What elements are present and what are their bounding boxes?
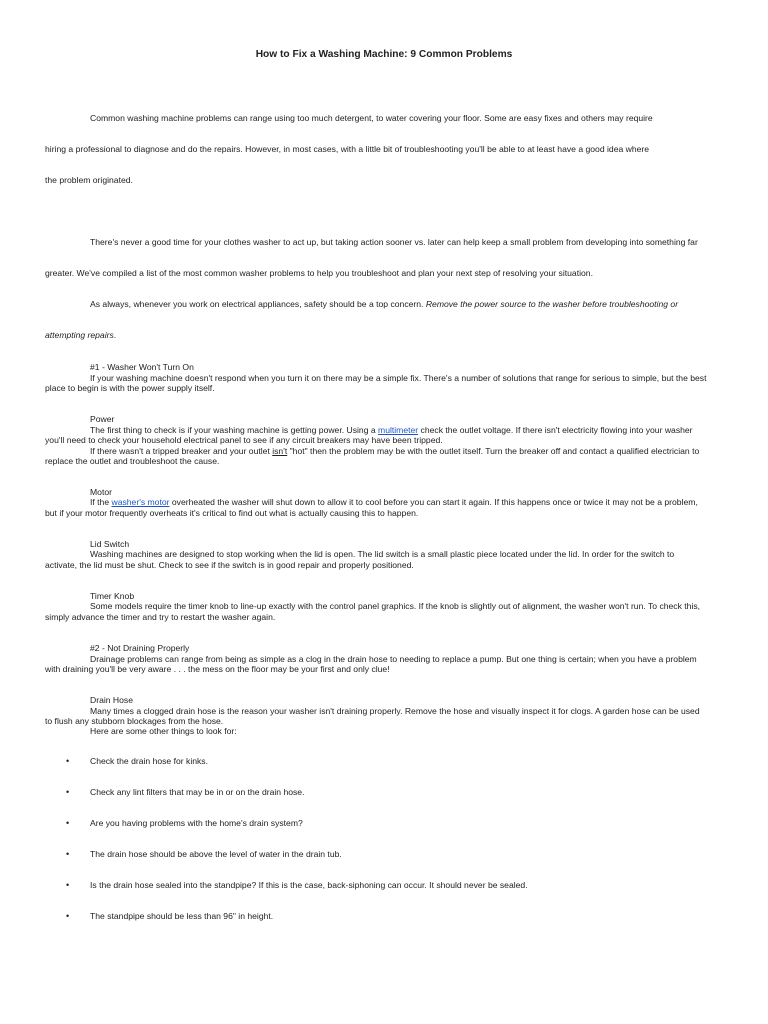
para3-italic-end: attempting repairs xyxy=(45,330,114,340)
section-1-heading: #1 - Washer Won't Turn On xyxy=(90,362,194,372)
bullet-glyph: • xyxy=(66,880,70,890)
list-item: Are you having problems with the home's drain system? xyxy=(90,818,303,828)
list-item: The standpipe should be less than 96" in height. xyxy=(90,911,274,921)
list-item: Check any lint filters that may be in or on the drain hose. xyxy=(90,787,305,797)
power-line-1: The first thing to check is if your washing machine is getting power. Using a multimeter check the outlet voltage. If there isn't electricity flowing into your washer xyxy=(90,425,693,435)
bullet-glyph: • xyxy=(66,756,70,766)
intro-line-1: Common washing machine problems can range using too much detergent, to water covering your floor. Some are easy fixes and others may require xyxy=(90,113,653,123)
para3-line-2: attempting repairs. xyxy=(45,330,117,340)
intro-line-3: the problem originated. xyxy=(45,175,133,185)
section-2-heading: #2 - Not Draining Properly xyxy=(90,643,190,653)
power-line-4: replace the outlet and troubleshoot the cause. xyxy=(45,456,220,466)
drain-hose-heading: Drain Hose xyxy=(90,695,133,705)
bullet-glyph: • xyxy=(66,818,70,828)
drain-hose-line-3: Here are some other things to look for: xyxy=(90,726,237,736)
motor-line-1: If the washer's motor overheated the washer will shut down to allow it to cool before you can start it again. If this happens once or twice it may not be a problem, xyxy=(90,497,698,507)
section-2-line-1: Drainage problems can range from being as simple as a clog in the drain hose to needing to replace a pump. But one thing is certain; when you have a problem xyxy=(90,654,697,664)
para3-line-1 xyxy=(90,299,678,310)
power-heading: Power xyxy=(90,414,115,424)
lid-switch-line-1: Washing machines are designed to stop working when the lid is open. The lid switch is a small plastic piece located under the lid. In order for the switch to xyxy=(90,549,675,559)
para3-plain: As always, whenever you work on electrical appliances, safety should be a top concern. xyxy=(90,299,426,309)
motor-line-2: but if your motor frequently overheats it's critical to find out what is actually causing this to happen. xyxy=(45,508,419,518)
power-line-2: you'll need to check your household electrical panel to see if any circuit breakers may have been tripped. xyxy=(45,435,443,445)
washers-motor-link[interactable]: washer's motor xyxy=(111,497,170,507)
bullet-glyph: • xyxy=(66,787,70,797)
para2-line-1: There's never a good time for your clothes washer to act up, but taking action sooner vs. later can help keep a small problem from developing into something far xyxy=(90,237,698,247)
lid-switch-heading: Lid Switch xyxy=(90,539,130,549)
list-item: The drain hose should be above the level of water in the drain tub. xyxy=(90,849,342,859)
para2-line-2: greater. We've compiled a list of the most common washer problems to help you troubleshoot and plan your next step of resolving your situation. xyxy=(45,268,593,278)
section-1-line-2: place to begin is with the power supply itself. xyxy=(45,383,215,393)
multimeter-link[interactable]: multimeter xyxy=(378,425,419,435)
intro-line-2: hiring a professional to diagnose and do the repairs. However, in most cases, with a little bit of troubleshooting you'll be able to at least have a good idea where xyxy=(45,144,650,154)
lid-switch-line-2: activate, the lid must be shut. Check to see if the switch is in good repair and properly positioned. xyxy=(45,560,414,570)
timer-knob-line-2: simply advance the timer and try to restart the washer again. xyxy=(45,612,276,622)
motor-heading: Motor xyxy=(90,487,112,497)
timer-knob-heading: Timer Knob xyxy=(90,591,135,601)
list-item: Check the drain hose for kinks. xyxy=(90,756,208,766)
document-title: How to Fix a Washing Machine: 9 Common Problems xyxy=(255,49,513,60)
section-2-line-2: with draining you'll be very aware . . . the mess on the floor may be your first and only clue! xyxy=(45,664,390,674)
isnt-underlined: isn't xyxy=(272,446,288,456)
timer-knob-line-1: Some models require the timer knob to line-up exactly with the control panel graphics. If the knob is slightly out of alignment, the washer won't run. To check this, xyxy=(90,601,701,611)
section-1-line-1: If your washing machine doesn't respond when you turn it on there may be a simple fix. There's a number of solutions that range for serious to simple, but the best xyxy=(90,373,707,383)
drain-hose-line-2: to flush any stubborn blockages from the hose. xyxy=(45,716,224,726)
power-line-3: If there wasn't a tripped breaker and your outlet isn't "hot" then the problem may be with the outlet itself. Turn the breaker off and contact a qualified electrician to xyxy=(90,446,700,456)
bullet-glyph: • xyxy=(66,911,70,921)
drain-hose-line-1: Many times a clogged drain hose is the reason your washer isn't draining properly. Remove the hose and visually inspect it for clogs. A garden hose can be used xyxy=(90,706,700,716)
list-item: Is the drain hose sealed into the standpipe? If this is the case, back-siphoning can occur. It should never be sealed. xyxy=(90,880,528,890)
para3-safety-italic: Remove the power source to the washer before troubleshooting or xyxy=(425,299,679,309)
bullet-glyph: • xyxy=(66,849,70,859)
